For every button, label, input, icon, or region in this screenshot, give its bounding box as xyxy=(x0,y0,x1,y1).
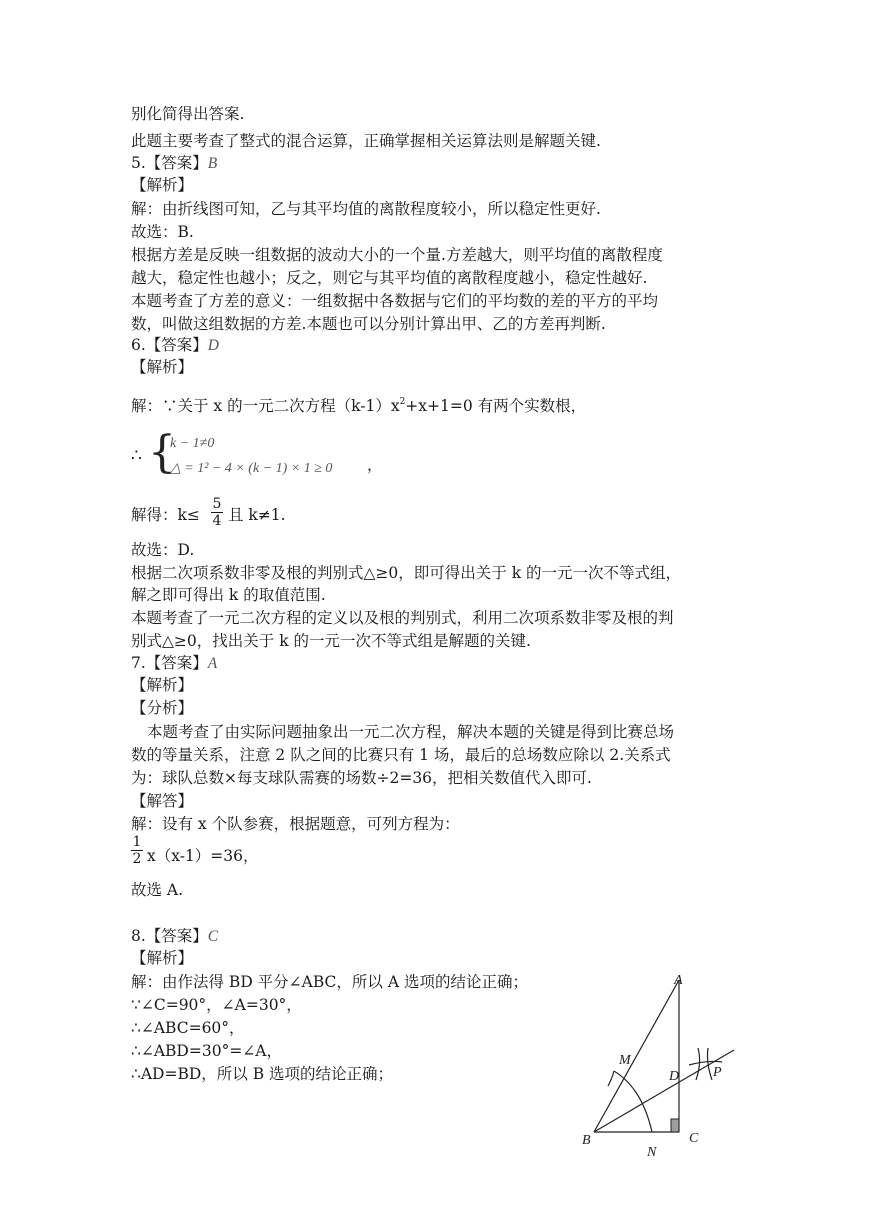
text-line: ∴∠ABC=60°， xyxy=(131,1019,245,1037)
therefore-symbol: ∴ xyxy=(131,446,142,466)
text-line: 根据方差是反映一组数据的波动大小的一个量.方差越大，则平均值的离散程度 xyxy=(131,246,663,264)
text-line: 此题主要考查了整式的混合运算，正确掌握相关运算法则是解题关键. xyxy=(131,132,601,150)
geometry-figure xyxy=(572,968,742,1168)
answer-line-8 xyxy=(131,926,218,947)
text-line: 本题考查了方差的意义：一组数据中各数据与它们的平均数的差的平方的平均 xyxy=(131,292,659,310)
segment-AB xyxy=(594,980,679,1132)
system-line-2: △ = 1² − 4 × (k − 1) × 1 ≥ 0 xyxy=(170,461,333,476)
text-line: ∴∠ABD=30°=∠A， xyxy=(131,1042,282,1060)
solution-prefix: 解得：k≤ xyxy=(131,506,200,524)
text-line: 越大，稳定性也越小；反之，则它与其平均值的离散程度越小，稳定性越好. xyxy=(131,269,648,287)
text-line: 别化简得出答案. xyxy=(131,105,245,123)
system-line-1: k − 1≠0 xyxy=(170,436,215,451)
text-line: 数，叫做这组数据的方差.本题也可以分别计算出甲、乙的方差再判断. xyxy=(131,315,606,333)
answer-line-7 xyxy=(131,653,217,674)
answer-label: 8.【答案】 xyxy=(131,927,208,945)
comma: ， xyxy=(367,456,383,474)
label-C: C xyxy=(689,1131,699,1146)
text-line: 数的等量关系，注意 2 队之间的比赛只有 1 场，最后的总场数应除以 2.关系式 xyxy=(131,746,671,764)
answer-value: A xyxy=(207,655,218,672)
analysis-subheading: 【分析】 xyxy=(131,699,194,717)
answer-line-5 xyxy=(131,153,217,174)
solution-suffix: 且 k≠1. xyxy=(228,506,286,524)
text-line: 解：由作法得 BD 平分∠ABC，所以 A 选项的结论正确； xyxy=(131,973,528,991)
text-line: 本题考查了一元二次方程的定义以及根的判别式，利用二次项系数非零及根的判 xyxy=(131,609,674,627)
label-A: A xyxy=(674,973,683,988)
equation-line: 解：∵关于 x 的一元二次方程$(k-1)x^2+x+1=0$ 有两个实数根， xyxy=(131,397,587,415)
arc-M xyxy=(608,1071,614,1086)
label-P: P xyxy=(713,1065,722,1080)
text-line: 本题考查了由实际问题抽象出一元二次方程，解决本题的关键是得到比赛总场 xyxy=(147,723,675,741)
text-line: ∵∠C=90°，∠A=30°， xyxy=(131,996,302,1014)
text-line: 根据二次项系数非零及根的判别式△≥0，即可得出关于 k 的一元一次不等式组， xyxy=(131,564,682,582)
answer-label: 7.【答案】 xyxy=(131,654,208,672)
answer-value: C xyxy=(207,928,219,945)
analysis-heading: 【解析】 xyxy=(131,176,194,194)
fraction-1-2: 1 2 xyxy=(132,834,142,867)
label-D: D xyxy=(669,1069,680,1084)
answer-label: 5.【答案】 xyxy=(131,154,208,172)
label-N: N xyxy=(647,1145,657,1160)
text-line: 故选 A. xyxy=(131,881,184,899)
analysis-heading: 【解析】 xyxy=(131,676,194,694)
text-line: 解：由折线图可知，乙与其平均值的离散程度较小，所以稳定性更好. xyxy=(131,200,601,218)
text-line: ∴AD=BD，所以 B 选项的结论正确； xyxy=(131,1065,394,1083)
ray-BP xyxy=(594,1050,734,1132)
arc-P1 xyxy=(696,1048,700,1080)
equation-line: x（x-1）=36， xyxy=(147,847,259,865)
answer-subheading: 【解答】 xyxy=(131,792,194,810)
text-line: 为：球队总数×每支球队需赛的场数÷2=36，把相关数值代入即可. xyxy=(131,769,592,787)
analysis-heading: 【解析】 xyxy=(131,949,194,967)
answer-line-6 xyxy=(131,335,219,356)
answer-label: 6.【答案】 xyxy=(131,336,208,354)
analysis-heading: 【解析】 xyxy=(131,358,194,376)
answer-value: B xyxy=(207,155,218,172)
text-line: 故选：B. xyxy=(131,223,194,241)
right-angle-marker xyxy=(671,1119,679,1132)
fraction-5-4: 5 4 xyxy=(212,496,222,529)
text-line: 别式△≥0，找出关于 k 的一元一次不等式组是解题的关键. xyxy=(131,632,531,650)
text-line: 解：设有 x 个队参赛，根据题意，可列方程为： xyxy=(131,815,460,833)
label-M: M xyxy=(619,1053,631,1068)
label-B: B xyxy=(582,1133,591,1148)
brace-symbol: { xyxy=(148,427,176,478)
text-line: 解之即可得出 k 的取值范围. xyxy=(131,586,326,604)
answer-value: D xyxy=(207,337,219,354)
text-line: 故选：D. xyxy=(131,541,195,559)
